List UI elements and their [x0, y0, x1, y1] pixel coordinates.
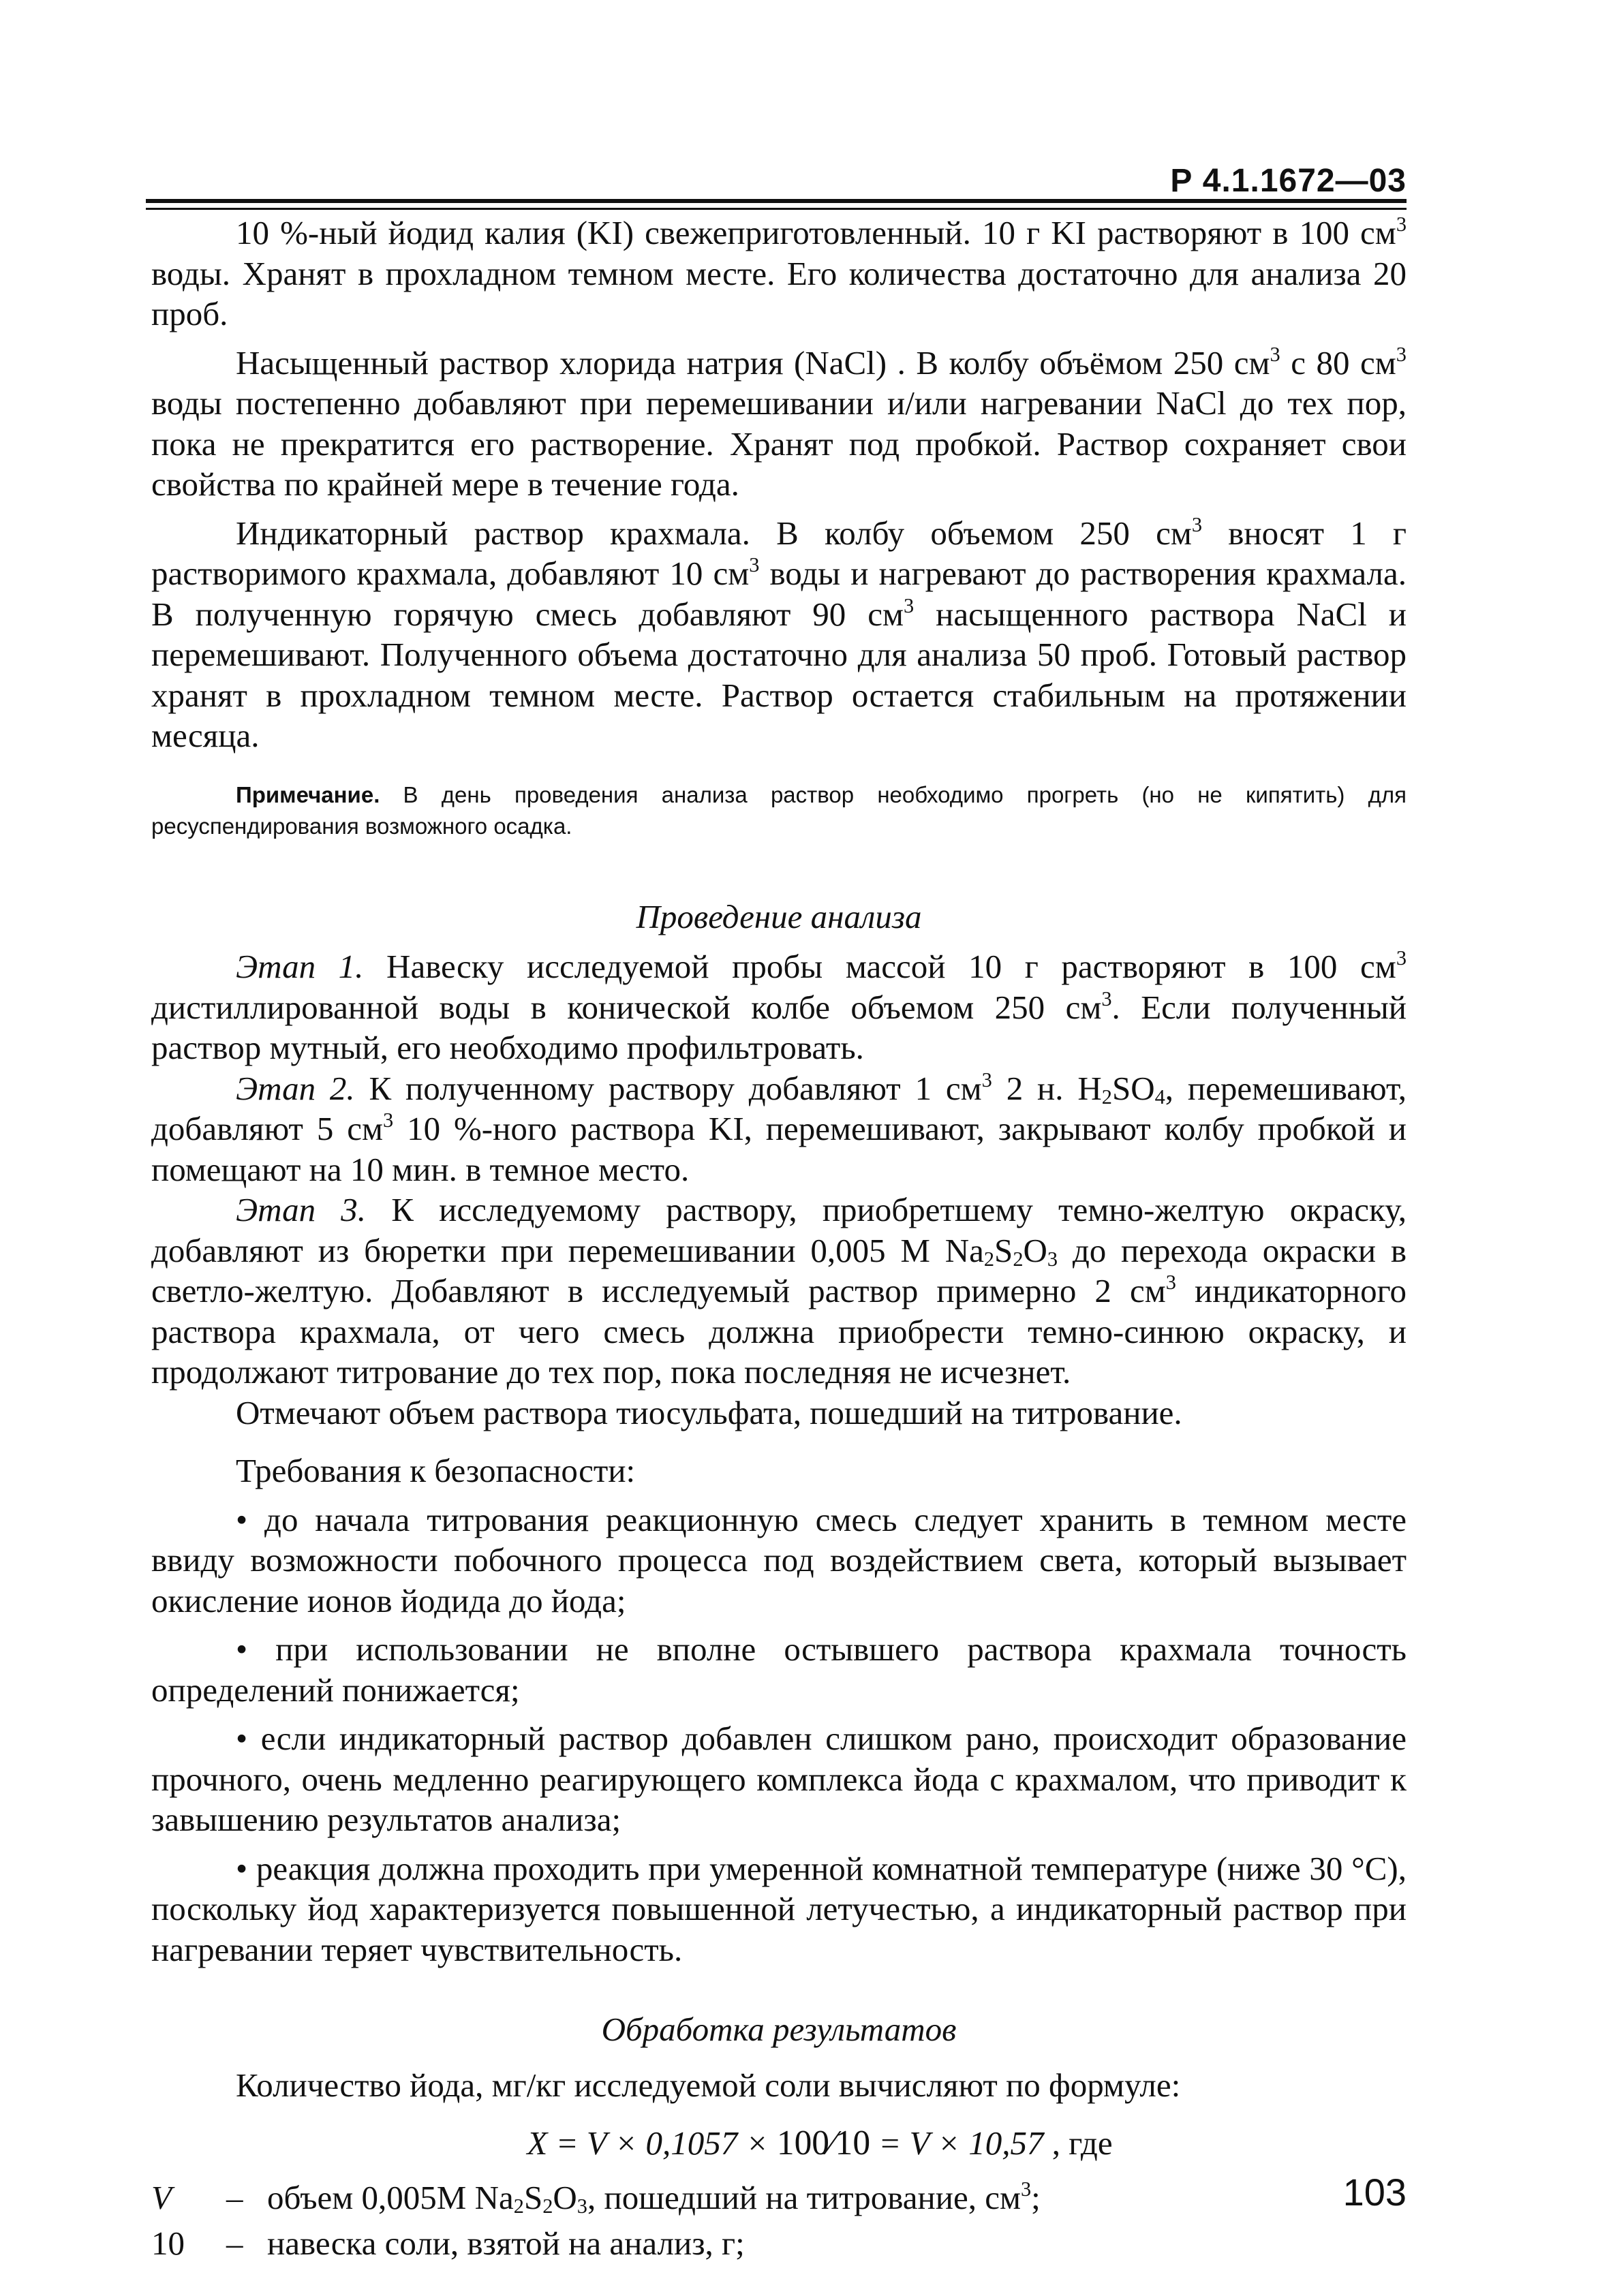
page-number: 103	[1342, 2171, 1407, 2214]
note: Примечание. В день проведения анализа раствор необходимо прогреть (но не кипятить) для ресуспендирования возможного осадка.	[151, 781, 1407, 839]
safety-bullet-1: • до начала титрования реакционную смесь следует хранить в темном месте ввиду возможности побочного процесса под воздействием света, который вызывает окисление ионов йодида до йода;	[151, 1500, 1407, 1619]
section-heading-results: Обработка результатов	[601, 2011, 957, 2048]
formula-intro: Количество йода, мг/кг исследуемой соли вычисляют по формуле:	[236, 2066, 1181, 2104]
variable-v: V – объем 0,005M $Na_2S_2O_3$, пошедший на титрование, $см^3$;	[151, 2177, 1041, 2218]
variable-10: 10 – навеска соли, взятой на анализ, г;	[151, 2224, 745, 2262]
step-3: Этап 3. К исследуемому раствору, приобретшему темно-желтую окраску, добавляют из бюретки при перемешивании 0,005 M $Na_2S_2O_3$ до перехода окраски в светло-желтую. Добавляют в исследуемый раствор примерно 2 $см^3$ индикаторного раствора крахмала, от чего смесь должна приобрести темно-синюю окраску, и продолжают титрование до тех пор, пока последняя не исчезнет.	[151, 1191, 1407, 1391]
header-rule-thin	[146, 208, 1407, 210]
paragraph-nacl: Насыщенный раствор хлорида натрия (NaCl) . В колбу объёмом 250 $см^3$ с 80 $см^3$ воды постепенно добавляют при перемешивании и/или нагревании NaCl до тех пор, пока не прекратится его растворение. Хранят под пробкой. Раствор сохраняет свои свойства по крайней мере в течение года.	[151, 342, 1407, 503]
step-2: Этап 2. К полученному раствору добавляют 1 $см^3$ 2 н. $H_2SO_4$, перемешивают, добавляют 5 $см^3$ 10 %-ного раствора KI, перемешивают, закрывают колбу пробкой и помещают на 10 мин. в темное место.	[151, 1068, 1407, 1188]
step-1: Этап 1. Навеску исследуемой пробы массой 10 г растворяют в 100 $см^3$ дистиллированной воды в конической колбе объемом 250 $см^3$. Если полученный раствор мутный, его необходимо профильтровать.	[151, 946, 1407, 1066]
safety-bullet-4: • реакция должна проходить при умеренной комнатной температуре (ниже 30 °C), поскольку йод характеризуется повышенной летучестью, а индикаторный раствор при нагревании теряет чувствительность.	[151, 1849, 1407, 1968]
safety-title: Требования к безопасности:	[236, 1452, 636, 1489]
note-label: Примечание.	[236, 781, 380, 807]
section-heading-analysis: Проведение анализа	[636, 897, 922, 935]
safety-bullet-3: • если индикаторный раствор добавлен слишком рано, происходит образование прочного, очень медленно реагирующего комплекса йода с крахмалом, что приводит к завышению результатов анализа;	[151, 1720, 1407, 1838]
document-code: Р 4.1.1672—03	[1170, 163, 1407, 199]
formula: X = V × 0,1057 × 100⁄10 = V × 10,57 , где	[527, 2124, 1113, 2162]
paragraph-volume: Отмечают объем раствора тиосульфата, пошедший на титрование.	[236, 1393, 1182, 1431]
paragraph-starch: Индикаторный раствор крахмала. В колбу объемом 250 $см^3$ вносят 1 г растворимого крахмала, добавляют 10 $см^3$ воды и нагревают до растворения крахмала. В полученную горячую смесь добавляют 90 $см^3$ насыщенного раствора NaCl и перемешивают. Полученного объема достаточно для анализа 50 проб. Готовый раствор хранят в прохладном темном месте. Раствор остается стабильным на протяжении месяца.	[151, 512, 1407, 754]
paragraph-ki: 10 %-ный йодид калия (KI) свежеприготовленный. 10 г KI растворяют в 100 $см^3$ воды. Хранят в прохладном темном месте. Его количества достаточно для анализа 20 проб.	[151, 213, 1407, 332]
safety-bullet-2: • при использовании не вполне остывшего раствора крахмала точность определений понижается;	[151, 1630, 1407, 1709]
header-rule-thick	[146, 199, 1407, 203]
body-text	[151, 213, 1407, 2264]
